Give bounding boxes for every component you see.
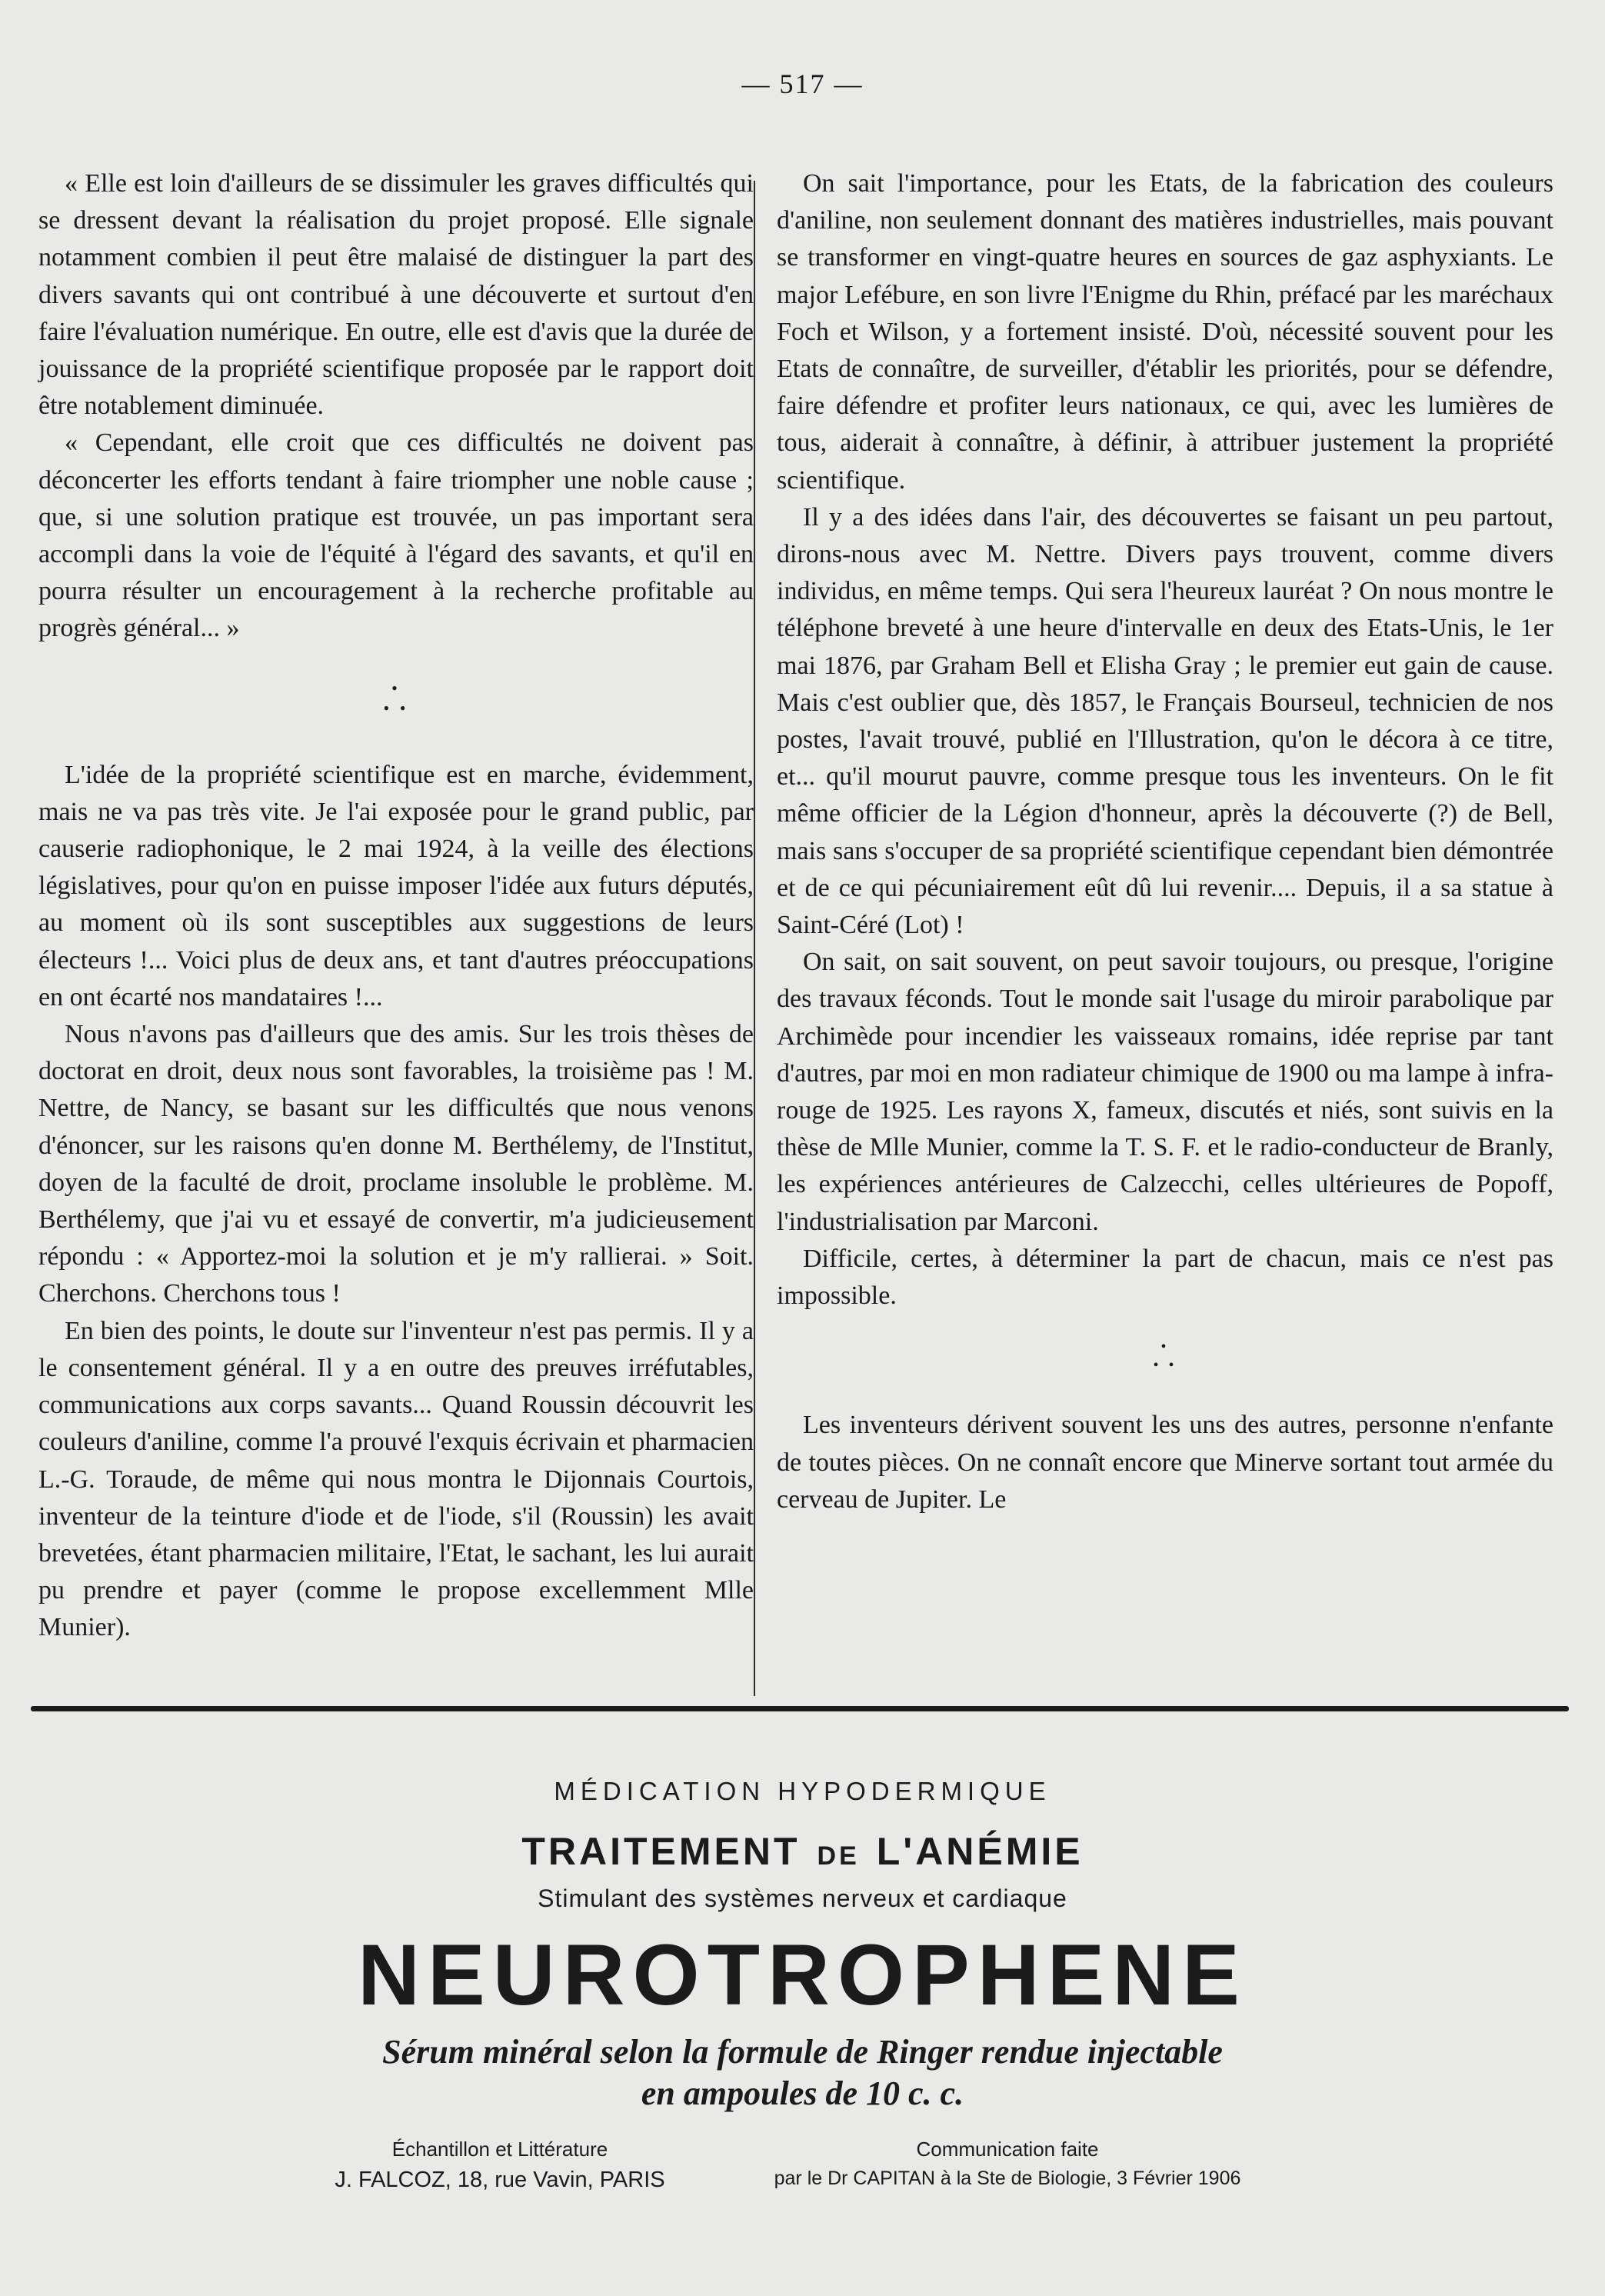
ad-footer-left [292, 2138, 708, 2193]
advertisement [0, 1746, 1605, 2230]
ad-footer-right-line2: par le Dr CAPITAN à la Ste de Biologie, 3 Février 1906 [774, 2168, 1241, 2189]
ad-footer-left-line1: Échantillon et Littérature [391, 2138, 608, 2161]
ad-headline-part3: L'ANÉMIE [876, 1830, 1084, 1873]
ad-tagline [0, 2031, 1605, 2114]
section-ornament: • • • [383, 678, 409, 718]
ad-headline-part2: DE [817, 1841, 860, 1871]
ad-footer-right-line1: Communication faite [916, 2138, 1099, 2161]
ad-brand-name: NEUROTROPHENE [358, 1927, 1247, 2023]
ad-footer-right [692, 2138, 1323, 2190]
section-ornament: • • • [1153, 1338, 1177, 1375]
horizontal-rule [31, 1706, 1569, 1711]
column-divider [754, 181, 755, 1696]
ad-headline [0, 1829, 1605, 1874]
right-paragraph-3: On sait, on sait souvent, on peut savoir toujours, ou presque, l'origine des travaux féconds. Tout le monde sait l'usage du miroir parabolique par Archimède pour incendier les vaisseaux romains, idée reprise par tant d'autres, par moi en mon radiateur chimique de 1900 ou ma lampe à infra-rouge de 1925. Les rayons X, fameux, discutés et niés, sont suivis en la thèse de Mlle Munier, comme la T. S. F. et le radio-conducteur de Branly, les expériences antérieures de Calzecchi, celles ultérieures de Popoff, l'industrialisation par Marconi. [777, 948, 1553, 1236]
ad-tagline-line1: Sérum minéral selon la formule de Ringer rendue injectable [382, 2033, 1223, 2071]
right-paragraph-2: Il y a des idées dans l'air, des découvertes se faisant un peu partout, dirons-nous avec M. Nettre. Divers pays trouvent, comme divers individus, en même temps. Qui sera l'heureux lauréat ? On nous montre le téléphone breveté à une heure d'intervalle en deux des Etats-Unis, le 1er mai 1876, par Graham Bell et Elisha Gray ; le premier eut gain de cause. Mais c'est oublier que, dès 1857, le Français Bourseul, technicien de nos postes, l'avait trouvé, publié en l'Illustration, qu'on le décora à ce titre, et... qu'il mourut pauvre, comme presque tous les inventeurs. On le fit même officier de la Légion d'honneur, après la découverte (?) de Bell, mais sans s'occuper de sa propriété scientifique cependant bien démontrée et de ce qui pécuniairement eût dû lui revenir.... Depuis, il a sa statue à Saint-Céré (Lot) ! [777, 502, 1553, 940]
right-paragraph-4: Difficile, certes, à déterminer la part de chacun, mais ce n'est pas impossible. [777, 1244, 1553, 1311]
ad-subheadline: Stimulant des systèmes nerveux et cardiaque [538, 1884, 1067, 1912]
ad-kicker: MÉDICATION HYPODERMIQUE [554, 1777, 1051, 1805]
right-paragraph-1: On sait l'importance, pour les Etats, de la fabrication des couleurs d'aniline, non seulement donnant des matières industrielles, mais pouvant se transformer en vingt-quatre heures en sources de gaz asphyxiants. Le major Lefébure, en son livre l'Enigme du Rhin, préfacé par les maréchaux Foch et Wilson, y a fortement insisté. D'où, nécessité souvent pour les Etats de connaître, de surveiller, d'établir les priorités, pour se défendre, faire défendre et profiter leurs nationaux, ce qui, avec les lumières de tous, aiderait à connaître, à définir, à attribuer justement la propriété scientifique. [777, 169, 1553, 495]
ad-footer [0, 2138, 1605, 2230]
ad-footer-left-line2: J. FALCOZ, 18, rue Vavin, PARIS [335, 2168, 665, 2192]
left-paragraph-5: En bien des points, le doute sur l'inventeur n'est pas permis. Il y a le consentement général. Il y a en outre des preuves irréfutables, communications aux corps savants... Quand Roussin découvrit les couleurs d'aniline, comme l'a prouvé l'exquis écrivain et pharmacien L.-G. Toraude, de même qui nous montra le Dijonnais Courtois, inventeur de la teinture d'iode et de l'iode, s'il (Roussin) les avait brevetées, étant pharmacien militaire, l'Etat, le sachant, les lui aurait pu prendre et payer (comme le propose excellemment Mlle Munier). [38, 1316, 754, 1642]
ad-tagline-line2: en ampoules de 10 c. c. [641, 2074, 964, 2112]
left-paragraph-4: Nous n'avons pas d'ailleurs que des amis. Sur les trois thèses de doctorat en droit, deux nous sont favorables, la troisième pas ! M. Nettre, de Nancy, se basant sur les difficultés que nous venons d'énoncer, sur les raisons qu'en donne M. Berthélemy, de l'Institut, doyen de la faculté de droit, proclame insoluble le problème. M. Berthélemy, que j'ai vu et essayé de convertir, m'a judicieusement répondu : « Apportez-moi la solution et je m'y rallierai. » Soit. Cherchons. Cherchons tous ! [38, 1020, 754, 1308]
left-paragraph-3: L'idée de la propriété scientifique est en marche, évidemment, mais ne va pas très vite. Je l'ai exposée pour le grand public, par causerie radiophonique, le 2 mai 1924, à la veille des élections législatives, pour qu'on en puisse imposer l'idée aux futurs députés, au moment où ils sont susceptibles aux suggestions de leurs électeurs !... Voici plus de deux ans, et tant d'autres préoccupations en ont écarté nos mandataires !... [38, 760, 754, 1011]
left-paragraph-1: « Elle est loin d'ailleurs de se dissimuler les graves difficultés qui se dressent devant la réalisation du projet proposé. Elle signale notamment combien il peut être malaisé de distinguer la part des divers savants qui ont contribué à une découverte et surtout d'en faire l'évaluation numérique. En outre, elle est d'avis que la durée de jouissance de la propriété scientifique proposée par le rapport doit être notablement diminuée. [38, 169, 754, 421]
ad-headline-part1: TRAITEMENT [521, 1830, 801, 1873]
right-column [777, 165, 1553, 1518]
page-number: — 517 — [741, 68, 864, 99]
right-paragraph-5: Les inventeurs dérivent souvent les uns des autres, personne n'enfante de toutes pièces. On ne connaît encore que Minerve sortant tout armée du cerveau de Jupiter. Le [777, 1411, 1553, 1514]
left-paragraph-2: « Cependant, elle croit que ces difficultés ne doivent pas déconcerter les efforts tendant à faire triompher une noble cause ; que, si une solution pratique est trouvée, un pas important sera accompli dans la voie de l'équité à l'égard des savants, et qu'il en pourra résulter un encouragement à la recherche profitable au progrès général... » [38, 428, 754, 643]
left-column [38, 165, 754, 1647]
